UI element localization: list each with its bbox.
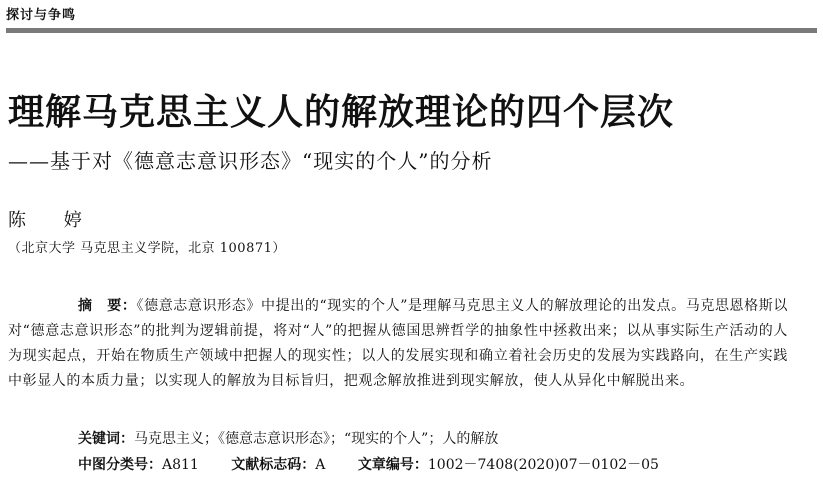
keywords-line bbox=[78, 428, 498, 450]
article-no-item bbox=[358, 454, 659, 476]
abstract-text: 《德意志意识形态》中提出的“现实的个人”是理解马克思主义人的解放理论的出发点。马克思恩格斯以对“德意志意识形态”的批判为逻辑前提，将对“人”的把握从德国思辨哲学的抽象性中拯救出来；以从事实际生产活动的人为现实起点，开始在物质生产领域中把握人的现实性；以人的发展实现和确立着社会历史的发展为实践路向，在生产实践中彰显人的本质力量；以实现人的解放为目标旨归，把观念解放推进到现实解放，使人从异化中解脱出来。 bbox=[8, 298, 788, 389]
clc-label: 中图分类号： bbox=[78, 457, 162, 473]
header-rule bbox=[6, 28, 817, 33]
keywords-text: 马克思主义；《德意志意识形态》；“现实的个人”；人的解放 bbox=[134, 431, 499, 447]
clc-item bbox=[78, 454, 199, 476]
keywords-label: 关键词： bbox=[78, 431, 134, 447]
author-affiliation: （北京大学 马克思主义学院，北京 100871） bbox=[8, 241, 286, 256]
doc-code-label: 文献标志码： bbox=[231, 457, 316, 473]
abstract bbox=[8, 294, 788, 394]
doc-code-value: A bbox=[315, 457, 326, 473]
column-label: 探讨与争鸣 bbox=[6, 8, 77, 23]
article-no-label: 文章编号： bbox=[357, 457, 428, 473]
article-no-value: 1002－7408(2020)07－0102－05 bbox=[427, 457, 659, 473]
article-subtitle: ——基于对《德意志意识形态》“现实的个人”的分析 bbox=[8, 149, 493, 173]
author-name: 陈 婷 bbox=[8, 210, 98, 231]
doc-code-item bbox=[231, 454, 325, 476]
clc-value: A811 bbox=[162, 457, 199, 473]
article-title: 理解马克思主义人的解放理论的四个层次 bbox=[8, 92, 675, 133]
abstract-label: 摘 要： bbox=[78, 298, 137, 314]
classification-line bbox=[78, 454, 659, 476]
